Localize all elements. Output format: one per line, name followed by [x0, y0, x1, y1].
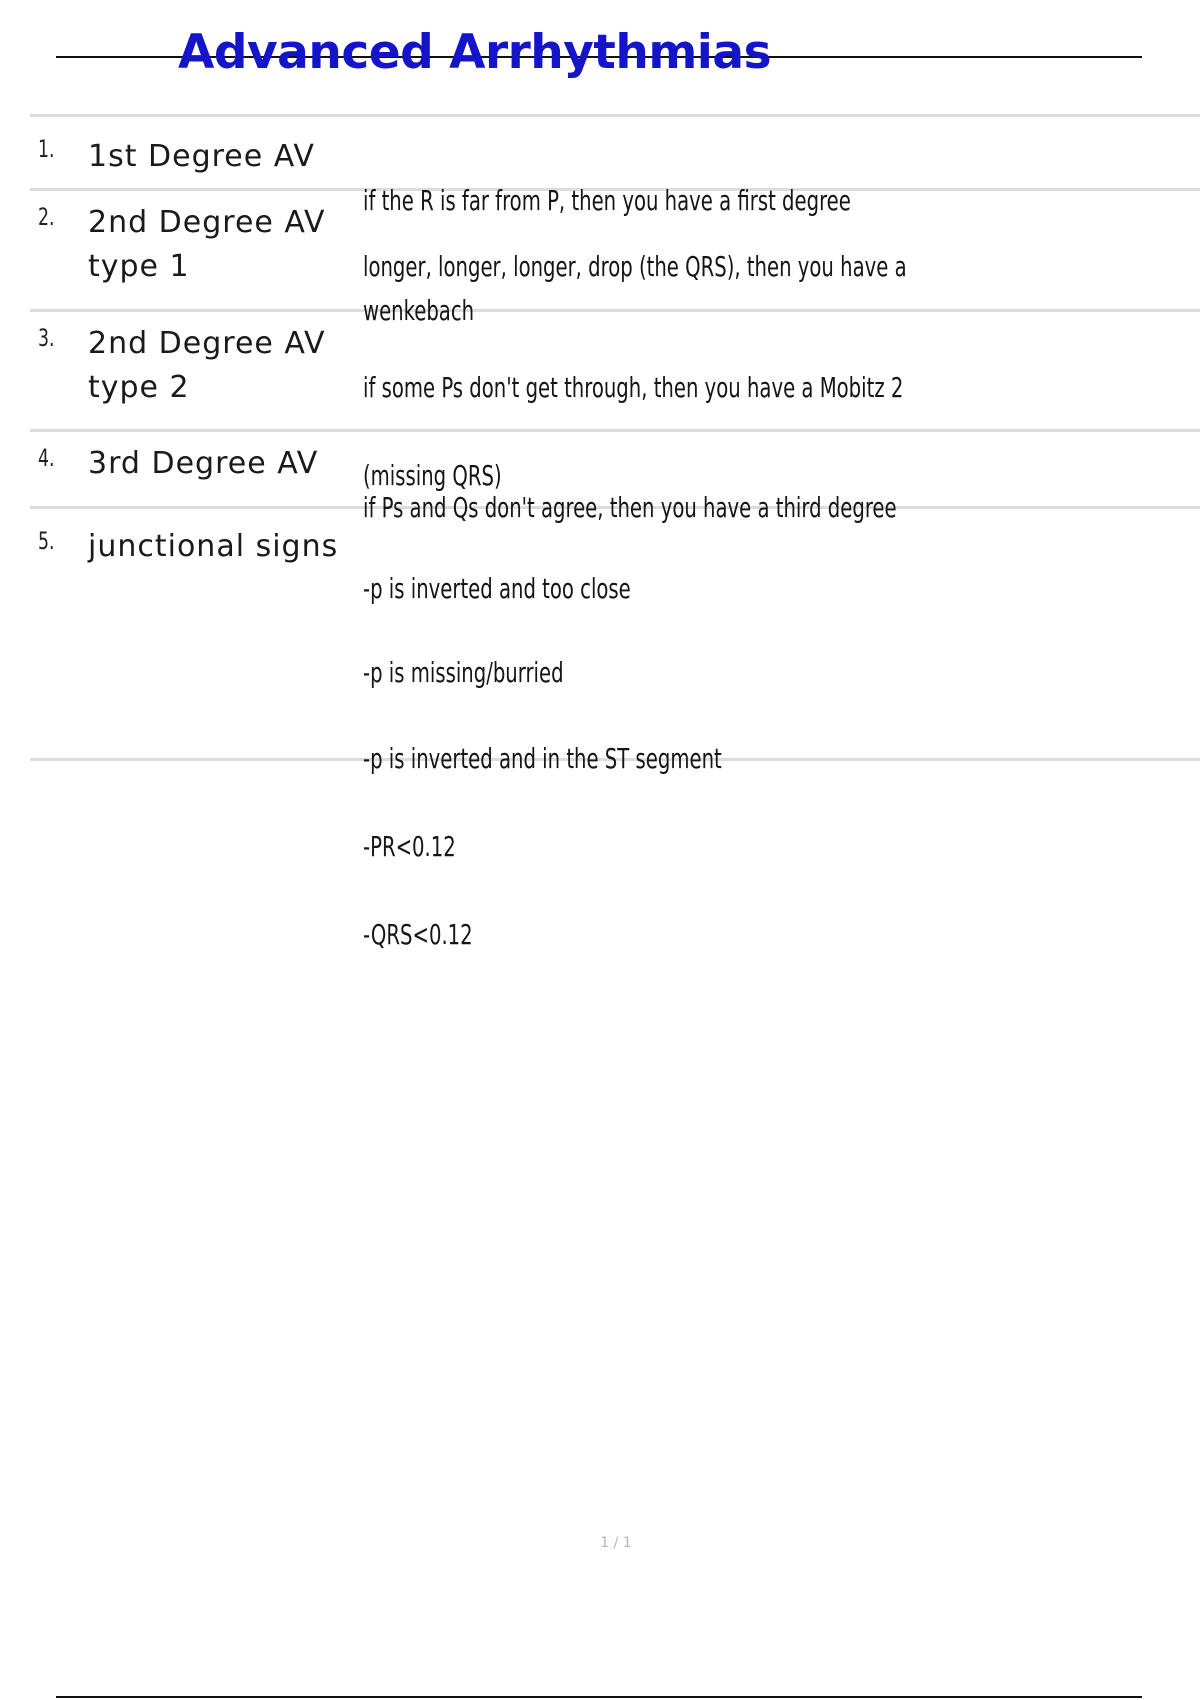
- page-number: 1 / 1: [600, 1535, 632, 1551]
- definition-line: -p is inverted and in the ST segment: [363, 742, 722, 775]
- item-number: 1.: [38, 135, 55, 163]
- list-item: [30, 191, 1200, 327]
- item-number: 2.: [38, 203, 55, 231]
- list-item: [30, 432, 1200, 524]
- definition-line: (missing QRS): [363, 459, 502, 492]
- item-number: 4.: [38, 444, 55, 472]
- definition-line: longer, longer, longer, drop (the QRS), then you have a wenkebach: [363, 250, 907, 327]
- definition-line: -PR<0.12: [363, 830, 456, 863]
- flashcard-list: [30, 114, 1200, 951]
- definition: [363, 525, 1016, 1001]
- footer-rule: [56, 1696, 1142, 1698]
- item-number: 5.: [38, 527, 55, 555]
- definition-line: -p is missing/burried: [363, 656, 564, 689]
- definition-line: -p is inverted and too close: [363, 572, 631, 605]
- definition-line: -QRS<0.12: [363, 918, 473, 951]
- definition-line: if some Ps don't get through, then you have a Mobitz 2: [363, 371, 904, 404]
- term: 3rd Degree AV: [88, 446, 319, 481]
- term: 2nd Degree AV type 2: [88, 326, 326, 405]
- term: 2nd Degree AV type 1: [88, 205, 326, 284]
- item-number: 3.: [38, 324, 55, 352]
- definition-line: if the R is far from P, then you have a first degree: [363, 184, 851, 217]
- term: junctional signs: [88, 529, 339, 564]
- term: 1st Degree AV: [88, 139, 315, 174]
- list-item: [30, 509, 1200, 951]
- definition-line: if Ps and Qs don't agree, then you have a third degree: [363, 491, 897, 524]
- list-item: [30, 117, 1200, 217]
- page-title: Advanced Arrhythmias: [178, 25, 772, 80]
